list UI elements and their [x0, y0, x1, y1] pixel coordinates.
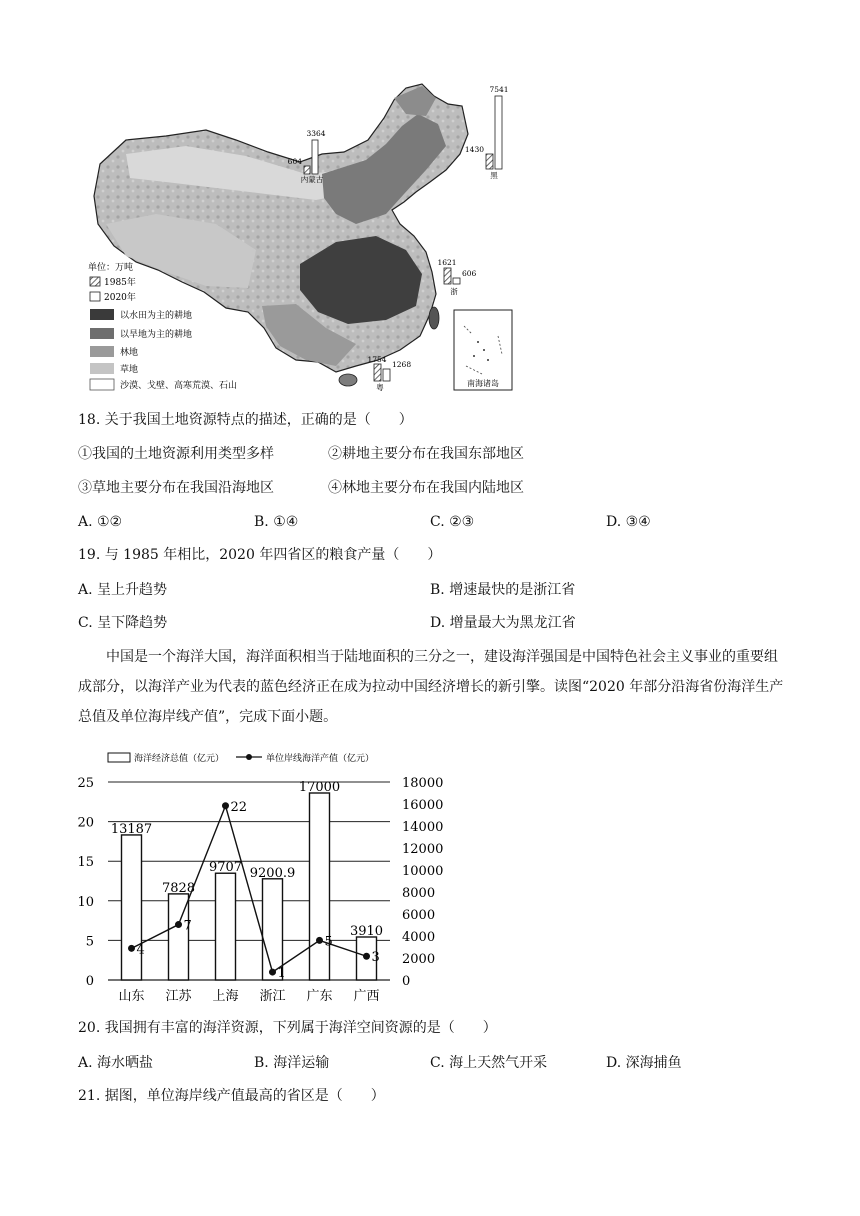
left-tick-label: 10	[77, 894, 94, 910]
right-tick-label: 12000	[402, 842, 444, 857]
line-value-label: 22	[230, 799, 248, 815]
legend-swatch-forest	[90, 346, 114, 357]
line-value-label: 1	[277, 966, 286, 982]
legend-swatch-2020	[90, 292, 100, 301]
right-tick-label: 16000	[402, 798, 444, 813]
q18-statement-1: ①我国的土地资源利用类型多样	[78, 446, 274, 462]
q18-option-c[interactable]: C. ②③	[430, 514, 475, 530]
legend-swatch-desert	[90, 379, 114, 390]
label-hei-2020: 7541	[489, 85, 509, 94]
right-tick-label: 0	[402, 974, 411, 989]
legend-swatch-dry	[90, 328, 114, 339]
bars-guangdong	[367, 355, 411, 392]
q18-statement-2: ②耕地主要分布在我国东部地区	[328, 446, 524, 462]
bar-value-label: 9200.9	[249, 865, 296, 881]
line-value-label: 4	[136, 942, 145, 958]
q19-stem: 19. 与 1985 年相比，2020 年四省区的粮食产量（ ）	[78, 547, 442, 563]
legend-1985: 1985年	[104, 278, 136, 288]
legend-bar-label: 海洋经济总值（亿元）	[134, 754, 225, 764]
right-tick-label: 8000	[402, 886, 436, 901]
category-label: 广西	[353, 989, 380, 1004]
right-tick-label: 10000	[402, 864, 444, 879]
legend-swatch-paddy	[90, 309, 114, 320]
label-zhe-2020: 606	[462, 269, 477, 278]
category-label: 浙江	[259, 989, 286, 1004]
bar-hei-2020	[495, 96, 502, 169]
label-yue-name: 粤	[376, 383, 384, 392]
q19-option-c[interactable]: C. 呈下降趋势	[78, 615, 168, 631]
legend-bar-swatch	[108, 753, 130, 762]
bar-zhe-2020	[453, 278, 460, 284]
category-label: 山东	[118, 989, 145, 1004]
line-value-label: 5	[324, 934, 333, 950]
q20-option-a[interactable]: A. 海水晒盐	[78, 1055, 154, 1071]
q18-option-d[interactable]: D. ③④	[606, 514, 651, 530]
bar-neimenggu-2020	[312, 140, 318, 174]
line-value-label: 3	[371, 950, 380, 966]
right-axis-ticks	[402, 776, 443, 989]
line-point	[128, 945, 135, 952]
q19-option-d[interactable]: D. 增量最大为黑龙江省	[430, 615, 576, 631]
bar-value-label: 17000	[298, 780, 341, 795]
land-use-map-svg	[86, 74, 518, 394]
left-axis-ticks	[77, 776, 94, 989]
right-tick-label: 18000	[402, 776, 444, 791]
marine-economy-chart	[66, 748, 466, 1006]
line-point	[222, 802, 229, 809]
taiwan-island	[429, 307, 439, 329]
label-neimenggu-name: 内蒙古	[300, 175, 324, 184]
hainan-island	[339, 374, 357, 386]
line-point	[269, 969, 276, 976]
bar-yue-2020	[383, 369, 390, 381]
legend-dry: 以旱地为主的耕地	[120, 330, 193, 340]
legend-grass: 草地	[120, 365, 139, 375]
q18-option-a[interactable]: A. ①②	[78, 514, 123, 530]
q20-stem: 20. 我国拥有丰富的海洋资源，下列属于海洋空间资源的是（ ）	[78, 1020, 497, 1036]
label-zhe-name: 浙	[450, 287, 458, 296]
bar-value-label: 3910	[349, 923, 384, 939]
marine-economy-chart-svg	[66, 748, 466, 1006]
q20-option-b[interactable]: B. 海洋运输	[254, 1055, 330, 1071]
legend-2020: 2020年	[104, 293, 136, 303]
bar	[310, 793, 330, 980]
label-neimenggu-2020: 3364	[306, 129, 326, 138]
left-tick-label: 20	[77, 815, 94, 831]
bar	[263, 879, 283, 980]
label-zhe-1985: 1621	[437, 258, 457, 267]
category-label: 江苏	[165, 989, 192, 1004]
bars-heilongjiang	[465, 85, 509, 180]
q18-statement-3: ③草地主要分布在我国沿海地区	[78, 480, 274, 496]
inset-label: 南海诸岛	[467, 379, 499, 388]
line-value-label: 7	[183, 918, 192, 934]
right-tick-label: 14000	[402, 820, 444, 835]
legend-swatch-1985	[90, 277, 100, 286]
line-point	[316, 937, 323, 944]
q20-option-c[interactable]: C. 海上天然气开采	[430, 1055, 548, 1071]
land-use-map	[86, 74, 518, 394]
q21-stem: 21. 据图，单位海岸线产值最高的省区是（ ）	[78, 1088, 385, 1104]
category-labels	[118, 988, 379, 1004]
right-tick-label: 6000	[402, 908, 436, 923]
bar-value-label: 9707	[208, 860, 243, 876]
passage-text: 中国是一个海洋大国，海洋面积相当于陆地面积的三分之一，建设海洋强国是中国特色社会主义事业的重要组成部分，以海洋产业为代表的蓝色经济正在成为拉动中国经济增长的新引擎。读图“2020 年部分沿海省份海洋生产总值及单位海岸线产值”，完成下面小题。	[78, 649, 784, 725]
category-label: 广东	[306, 989, 333, 1004]
legend-line-marker	[246, 754, 252, 760]
bar-value-label: 13187	[110, 821, 153, 837]
bar	[216, 873, 236, 980]
label-neimenggu-1985: 604	[287, 157, 302, 166]
bars-zhejiang	[437, 258, 476, 296]
legend-desert: 沙漠、戈壁、高寒荒漠、石山	[120, 381, 238, 391]
bar	[122, 835, 142, 980]
south-china-sea-inset	[454, 310, 512, 390]
left-tick-label: 15	[77, 855, 94, 871]
right-tick-label: 2000	[402, 952, 436, 967]
line-point	[363, 953, 370, 960]
legend-paddy: 以水田为主的耕地	[120, 311, 193, 321]
label-hei-1985: 1430	[464, 145, 484, 154]
legend-swatch-grass	[90, 363, 114, 374]
q19-option-b[interactable]: B. 增速最快的是浙江省	[430, 582, 576, 598]
bar-zhe-1985	[444, 268, 451, 284]
q20-option-d[interactable]: D. 深海捕鱼	[606, 1055, 682, 1071]
bar-yue-1985	[374, 364, 381, 381]
label-hei-name: 黑	[490, 171, 498, 180]
line-point	[175, 921, 182, 928]
legend-unit: 单位：万吨	[88, 263, 134, 273]
bar-neimenggu-1985	[304, 166, 310, 174]
passage	[78, 642, 790, 732]
q18-statement-4: ④林地主要分布在我国内陆地区	[328, 480, 524, 496]
q19-option-a[interactable]: A. 呈上升趋势	[78, 582, 168, 598]
right-tick-label: 4000	[402, 930, 436, 945]
left-tick-label: 0	[85, 974, 94, 989]
bar-value-label: 7828	[161, 880, 196, 896]
label-yue-1985: 1754	[367, 355, 387, 364]
q18-stem: 18. 关于我国土地资源特点的描述，正确的是（ ）	[78, 412, 413, 428]
category-label: 上海	[212, 989, 239, 1004]
left-tick-label: 5	[85, 934, 94, 950]
label-yue-2020: 1268	[392, 360, 412, 369]
legend-forest: 林地	[120, 348, 139, 358]
chart-legend	[108, 752, 374, 764]
legend-line-label: 单位岸线海洋产值（亿元）	[266, 754, 375, 764]
left-tick-label: 25	[77, 776, 94, 791]
bar-hei-1985	[486, 154, 493, 169]
q18-option-b[interactable]: B. ①④	[254, 514, 299, 530]
